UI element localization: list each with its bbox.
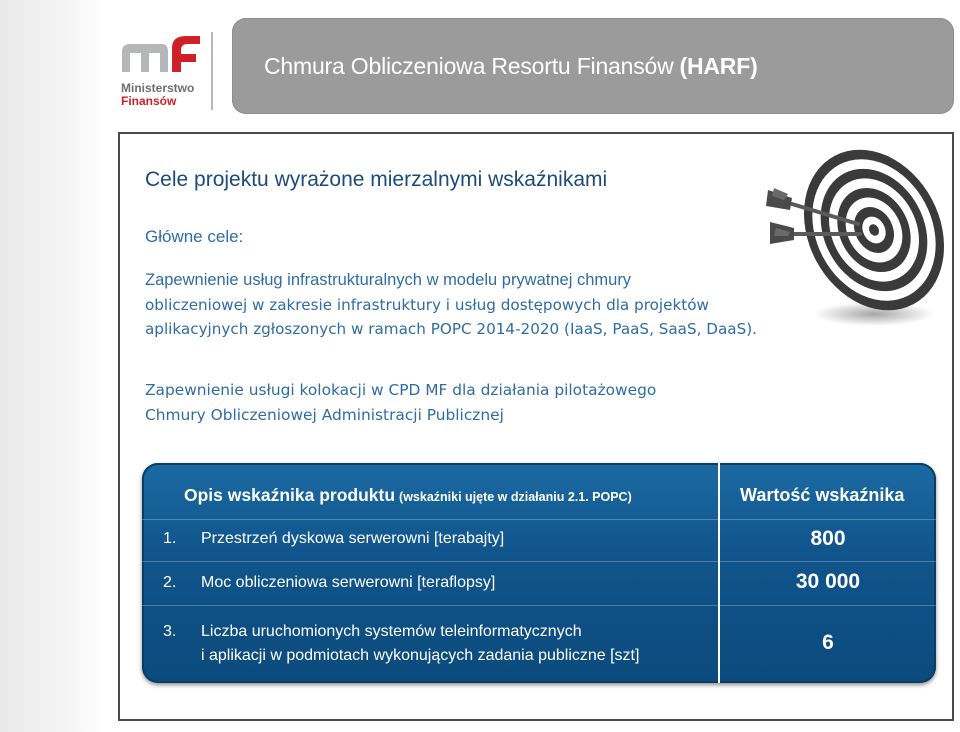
goal-2-paragraph <box>145 378 785 427</box>
row-3-description <box>201 620 639 668</box>
row-separator <box>142 605 936 606</box>
column-header-description <box>184 485 632 506</box>
goal-1-line: Zapewnienie usług infrastrukturalnych w modelu prywatnej chmury <box>145 271 632 289</box>
row-2-value: 30 000 <box>795 570 861 593</box>
row-3-description-line: i aplikacji w podmiotach wykonujących zadania publiczne [szt] <box>201 647 640 664</box>
row-separator <box>142 519 936 520</box>
column-header-description-label: Opis wskaźnika produktu <box>184 485 396 505</box>
row-1-value: 800 <box>810 527 846 550</box>
title-bar <box>232 18 954 114</box>
column-header-value: Wartość wskaźnika <box>740 485 905 505</box>
goal-2-line: Chmury Obliczeniowej Administracji Publicznej <box>145 405 504 424</box>
row-2-description: Moc obliczeniowa serwerowni [teraflopsy] <box>201 574 496 591</box>
goals-subheading: Główne cele: <box>145 227 244 246</box>
dartboard-with-darts-icon <box>762 142 954 334</box>
logo-line-2: Finansów <box>121 94 177 108</box>
row-separator <box>142 561 936 562</box>
row-2-number: 2. <box>163 574 177 591</box>
column-header-description-note: (wskaźniki ujęte w działaniu 2.1. POPC) <box>399 490 632 504</box>
goal-1-line: aplikacyjnych zgłoszonych w ramach POPC 2014-2020 (IaaS, PaaS, SaaS, DaaS). <box>145 320 757 338</box>
goal-2-line: Zapewnienie usługi kolokacji w CPD MF dla działania pilotażowego <box>145 381 657 399</box>
slide-title-acronym: (HARF) <box>679 53 758 79</box>
row-3-description-line: Liczba uruchomionych systemów teleinformatycznych <box>201 623 582 640</box>
row-1-number: 1. <box>163 530 177 547</box>
slide-title <box>264 53 758 80</box>
logo-divider <box>211 32 213 110</box>
row-1-description: Przestrzeń dyskowa serwerowni [terabajty] <box>201 530 505 547</box>
left-decorative-band <box>0 0 103 732</box>
logo-line-1: Ministerstwo <box>121 81 195 95</box>
goal-1-paragraph <box>145 268 835 342</box>
row-3-value: 6 <box>822 631 834 654</box>
indicators-table <box>142 463 936 683</box>
logo-wordmark <box>121 82 194 108</box>
slide-title-main: Chmura Obliczeniowa Resortu Finansów <box>264 53 674 79</box>
goal-1-line: obliczeniowej w zakresie infrastruktury i usług dostępowych dla projektów <box>145 295 709 314</box>
section-heading: Cele projektu wyrażone mierzalnymi wskaźnikami <box>145 168 608 191</box>
row-3-number: 3. <box>163 623 177 640</box>
